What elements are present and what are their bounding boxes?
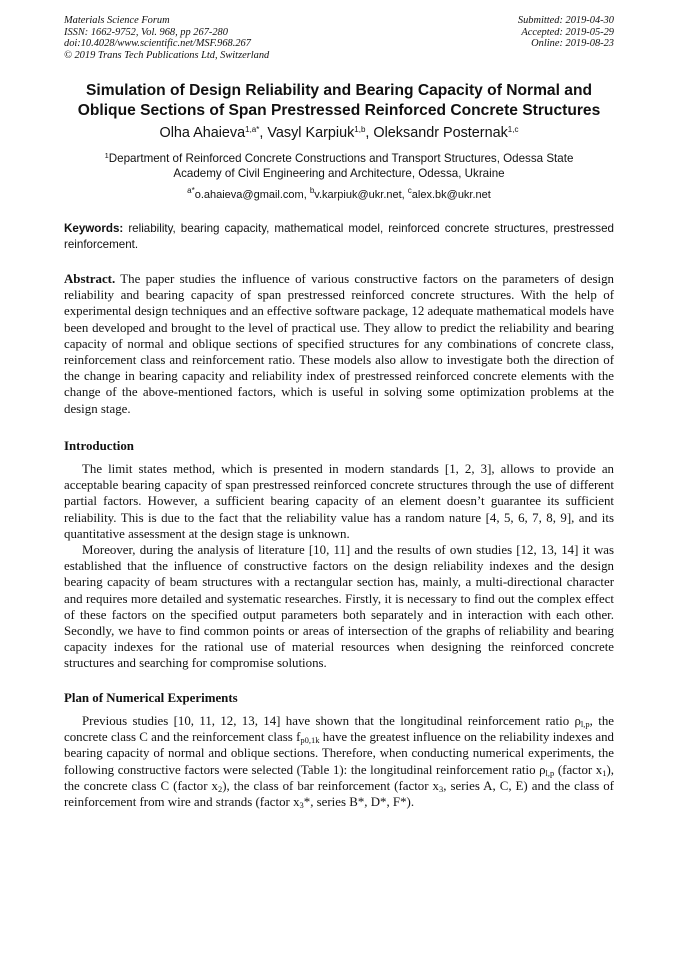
subscript: 3 (439, 783, 444, 794)
paper-title (40, 81, 638, 121)
subscript: l,p (545, 767, 555, 778)
abstract-text: The paper studies the influence of various constructive factors on the parameters of design reliability and bearing capacity of span prestressed reinforced concrete structures. With the help of experimental design techniques and an effective software package, 12 adequate mathematical models have been developed and brought to the level of practical use. They allow to predict the reliability and bearing capacity of normal and oblique sections of specified structures for any combinations of concrete class, reinforcement class and reinforcement ratio. These models also allow to investigate both the direction of the change in bearing capacity and reliability index of prestressed reinforced concrete elements with the change of the above-mentioned factors, which is useful in solving some optimization problems at the design stage. (64, 272, 614, 416)
journal-header-left (64, 15, 269, 61)
subscript: 2 (217, 783, 223, 794)
author-emails (40, 188, 638, 202)
journal-issn: ISSN: 1662-9752, Vol. 968, pp 267-280 (64, 26, 228, 38)
introduction-paragraph-2: Moreover, during the analysis of literature [10, 11] and the results of own studies [12, 13, 14] it was established that the influence of constructive factors on the design reliability indexes and the design bearing capacity of beam structures with a rectangular section has, mainly, a multi-directional character and requires more detailed and systematic researches. Firstly, it is necessary to find out the complex effect of these factors on the specified output parameters both separately and in interaction with each other. Secondly, we have to find common points or areas of intersection of the graphs of reliability and bearing capacity indexes for the rational use of material resources when designing the reinforced concrete structures and searching for compromise solutions. (64, 543, 614, 671)
affiliation-mark: 1 (104, 151, 109, 160)
affiliation-line-1: Department of Reinforced Concrete Constructions and Transport Structures, Odessa State (108, 152, 574, 165)
plan-text: have the greatest influence on the reliability indexes and bearing capacity of normal and oblique sections. Therefore, when conducting numerical experiments, the following constructive factors were selected (Table 1): the longitudinal reinforcement ratio ρ (64, 730, 614, 777)
introduction-paragraph-1: The limit states method, which is presented in modern standards [1, 2, 3], allows to provide an acceptable bearing capacity of span prestressed reinforced concrete structures through the use of different partial factors. However, a sufficient bearing capacity of an element doesn’t guarantee its sufficient reliability. This is due to the fact that the reliability value has a random nature [4, 5, 6, 7, 8, 9], and its quantitative assessment at the design stage is unknown. (64, 462, 614, 541)
plan-text: (factor x (554, 762, 603, 777)
author-name: Oleksandr Posternak (373, 125, 508, 141)
email-mark: c (407, 186, 412, 195)
abstract-label: Abstract. (64, 272, 116, 286)
journal-copyright: © 2019 Trans Tech Publications Ltd, Switzerland (64, 49, 270, 61)
email-link[interactable]: o.ahaieva@gmail.com, (194, 189, 307, 201)
author-affiliation-mark: 1,c (507, 125, 519, 134)
plan-text: , series A, C, E) and the class of reinforcement from wire and strands (factor x (64, 778, 614, 810)
plan-text: *, series B*, D*, F*). (303, 795, 415, 810)
accepted-date: Accepted: 2019-05-29 (521, 26, 614, 38)
keywords-text: reliability, bearing capacity, mathematical model, reinforced concrete structures, prestressed reinforcement. (64, 222, 614, 251)
email-link[interactable]: v.karpiuk@ukr.net, (314, 189, 405, 201)
plan-text: , the concrete class C and the reinforcement class f (64, 714, 614, 745)
affiliation (60, 151, 618, 182)
email-link[interactable]: alex.bk@ukr.net (411, 189, 491, 201)
plan-text: ), the class of bar reinforcement (factor x (222, 778, 439, 793)
plan-text: Previous studies [10, 11, 12, 13, 14] have shown that the longitudinal reinforcement ratio ρ (82, 714, 581, 728)
title-line-2: Oblique Sections of Span Prestressed Reinforced Concrete Structures (77, 102, 601, 119)
journal-header-right (518, 15, 614, 50)
author-affiliation-mark: 1,a* (245, 125, 260, 134)
subscript: 3 (299, 800, 304, 811)
submitted-date: Submitted: 2019-04-30 (517, 15, 614, 26)
author-affiliation-mark: 1,b (354, 125, 366, 134)
title-line-1: Simulation of Design Reliability and Bearing Capacity of Normal and (85, 82, 592, 99)
journal-doi: doi:10.4028/www.scientific.net/MSF.968.267 (64, 38, 251, 50)
keywords (64, 221, 614, 252)
section-heading-plan: Plan of Numerical Experiments (64, 691, 238, 705)
plan-text: ), the concrete class C (factor x (64, 762, 614, 793)
section-heading-introduction: Introduction (64, 439, 134, 453)
online-date: Online: 2019-08-23 (531, 38, 614, 50)
subscript: l,p (580, 719, 590, 729)
author-name: Vasyl Karpiuk (267, 125, 355, 141)
abstract (64, 271, 614, 417)
subscript: 1 (602, 767, 607, 778)
author-name: Olha Ahaieva (159, 125, 246, 141)
journal-name: Materials Science Forum (64, 15, 170, 26)
subscript: p0,1k (300, 735, 320, 746)
plan-paragraph-1 (64, 713, 614, 810)
email-mark: b (309, 186, 315, 195)
email-mark: a* (187, 186, 195, 195)
affiliation-line-2: Academy of Civil Engineering and Architecture, Odessa, Ukraine (173, 167, 505, 181)
keywords-label: Keywords: (64, 222, 124, 235)
author-list: Olha Ahaieva$^{1,a*}$, Vasyl Karpiuk$^{1,b}$, Oleksandr Posternak$^{1,c}$ (159, 125, 519, 141)
